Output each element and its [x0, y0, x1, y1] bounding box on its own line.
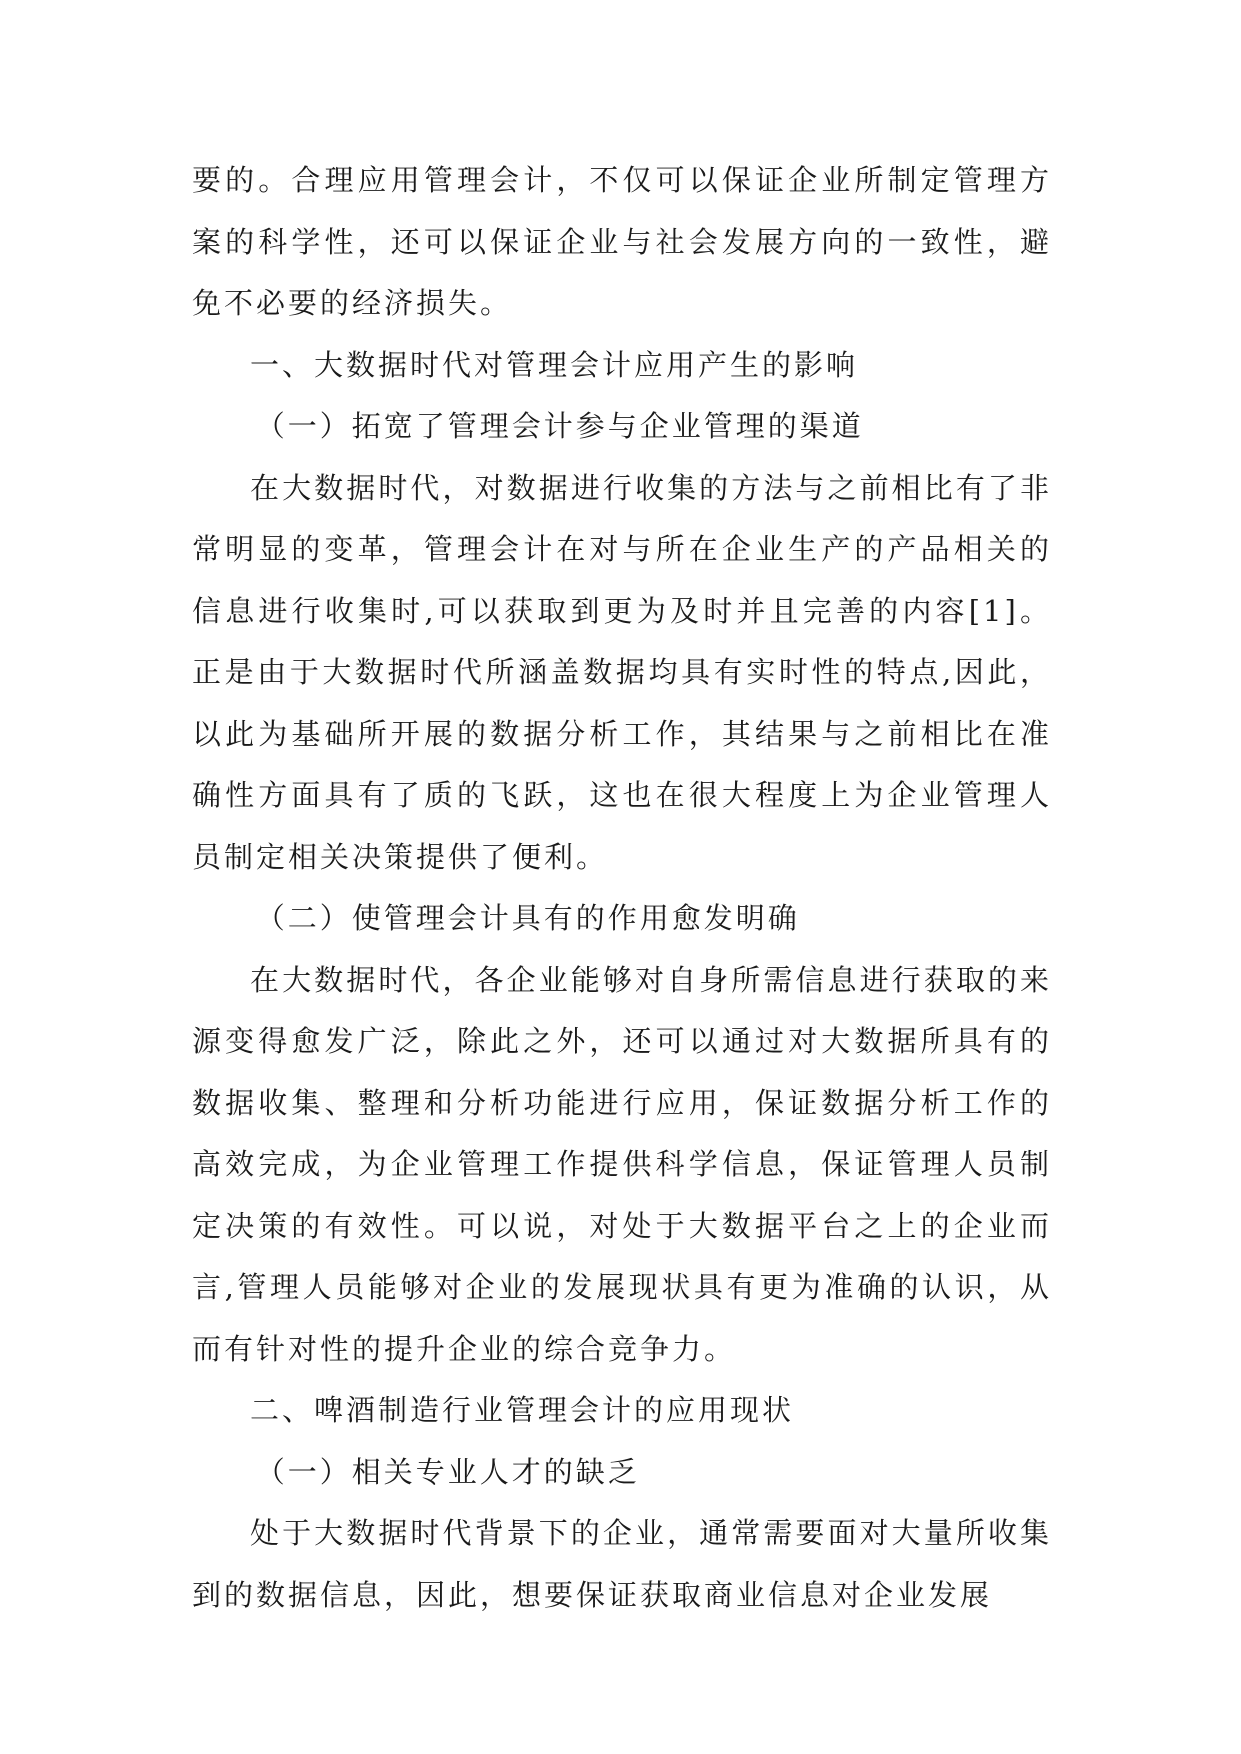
section-heading-1: 一、大数据时代对管理会计应用产生的影响: [250, 347, 859, 382]
subsection-heading-1-1: （一）拓宽了管理会计参与企业管理的渠道: [255, 409, 864, 443]
paragraph-intro: 要的。合理应用管理会计，不仅可以保证企业所制定管理方案的科学性，还可以保证企业与社会发展方向的一致性，避免不必要的经济损失。: [192, 163, 1052, 320]
paragraph-1-2: 在大数据时代，各企业能够对自身所需信息进行获取的来源变得愈发广泛，除此之外，还可以通过对大数据所具有的数据收集、整理和分析功能进行应用，保证数据分析工作的高效完成，为企业管理工作提供科学信息，保证管理人员制定决策的有效性。可以说，对处于大数据平台之上的企业而言,管理人员能够对企业的发展现状具有更为准确的认识，从而有针对性的提升企业的综合竞争力。: [192, 962, 1052, 1366]
section-heading-2: 二、啤酒制造行业管理会计的应用现状: [250, 1393, 795, 1427]
subsection-heading-1-2: （二）使管理会计具有的作用愈发明确: [255, 901, 800, 935]
document-page: [192, 150, 1052, 1626]
paragraph-2-1: 处于大数据时代背景下的企业，通常需要面对大量所收集到的数据信息，因此，想要保证获取商业信息对企业发展: [192, 1516, 1052, 1612]
paragraph-1-1: 在大数据时代，对数据进行收集的方法与之前相比有了非常明显的变革，管理会计在对与所在企业生产的产品相关的信息进行收集时,可以获取到更为及时并且完善的内容[1]。正是由于大数据时代所涵盖数据均具有实时性的特点,因此，以此为基础所开展的数据分析工作，其结果与之前相比在准确性方面具有了质的飞跃，这也在很大程度上为企业管理人员制定相关决策提供了便利。: [192, 470, 1052, 874]
subsection-heading-2-1: （一）相关专业人才的缺乏: [255, 1454, 640, 1489]
